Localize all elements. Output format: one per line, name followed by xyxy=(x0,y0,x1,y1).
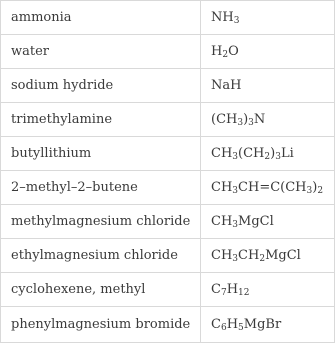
table-row xyxy=(1,69,334,103)
chemical-formula: H $_2$ O xyxy=(211,44,239,60)
table-row xyxy=(1,307,334,342)
chemical-formula: CH $_3$ MgCl xyxy=(211,214,274,230)
chemical-formula: NH $_3$ xyxy=(211,10,240,26)
compound-name: phenylmagnesium bromide xyxy=(1,307,201,342)
compound-name: trimethylamine xyxy=(1,103,201,136)
chemical-formula: C $_7$ H $_{12}$ xyxy=(211,282,250,298)
compound-name: cyclohexene, methyl xyxy=(1,273,201,306)
compound-name: methylmagnesium chloride xyxy=(1,205,201,238)
table-row xyxy=(1,239,334,273)
compound-name: ethylmagnesium chloride xyxy=(1,239,201,272)
compound-name: 2–methyl–2–butene xyxy=(1,171,201,204)
table-row xyxy=(1,1,334,35)
chemical-formula: (CH $_3$ ) $_3$ N xyxy=(211,112,266,128)
table-row xyxy=(1,205,334,239)
compound-name: ammonia xyxy=(1,1,201,34)
compound-name: water xyxy=(1,35,201,68)
compound-name: butyllithium xyxy=(1,137,201,170)
chemical-formula: C $_6$ H $_5$ MgBr xyxy=(211,317,282,333)
chemical-formula: CH $_3$ CH $_2$ MgCl xyxy=(211,248,301,264)
table-row xyxy=(1,103,334,137)
table-row xyxy=(1,273,334,307)
table-row xyxy=(1,35,334,69)
chemical-formula: CH $_3$ CH=C(CH $_3$ ) $_2$ xyxy=(211,180,324,196)
table-row xyxy=(1,171,334,205)
table-row xyxy=(1,137,334,171)
chemical-formula: CH $_3$ (CH $_2$ ) $_3$ Li xyxy=(211,146,294,162)
chemical-formula: NaH xyxy=(211,78,242,93)
compound-name: sodium hydride xyxy=(1,69,201,102)
